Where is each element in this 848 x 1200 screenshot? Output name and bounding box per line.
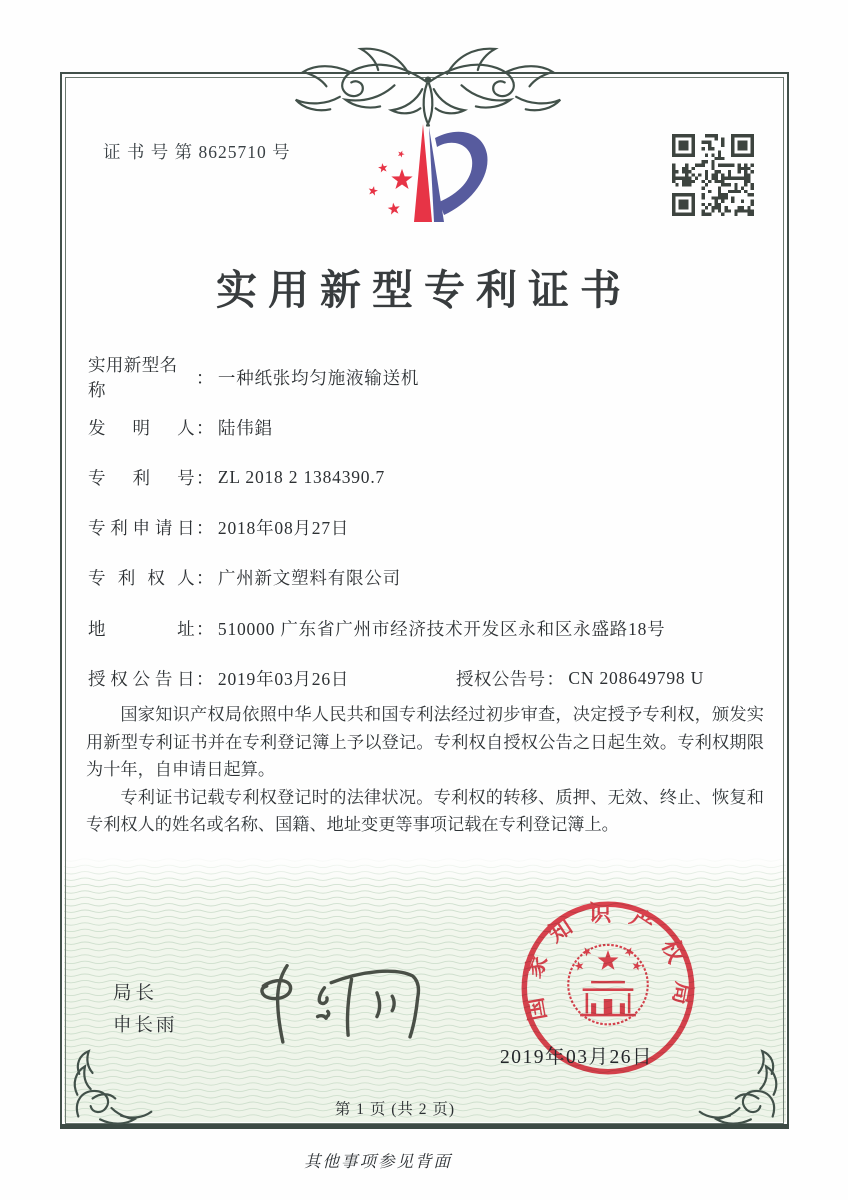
certificate-number: 证 书 号 第 8625710 号 (103, 142, 291, 162)
field-row-patent-no (88, 452, 764, 502)
field-row-grant (88, 653, 764, 703)
field-row-address (88, 603, 764, 653)
field-row-utility-name (88, 352, 764, 402)
field-label: 发明人 (88, 417, 195, 438)
seal-ring-text: 国家知识产权局 (519, 901, 697, 1023)
field-label: 授权公告日 (88, 668, 195, 689)
field-colon: ： (196, 668, 214, 689)
field-list (88, 352, 764, 703)
qr-code (672, 134, 754, 216)
field-group-grant-no (456, 653, 704, 703)
field-colon: ： (196, 568, 214, 589)
logo-p-bowl (435, 132, 487, 215)
field-label: 实用新型名称 (88, 355, 178, 401)
seal-emblem-icon (568, 945, 647, 1024)
field-colon: ： (196, 417, 214, 438)
corner-flourish-bottom-right (692, 1036, 787, 1126)
logo-stars-icon (368, 149, 413, 215)
legal-text (86, 701, 764, 839)
wave-fade (64, 856, 786, 886)
field-value: 一种纸张均匀施液输送机 (217, 367, 420, 388)
certificate-title: 实用新型专利证书 (216, 267, 632, 313)
field-label: 授权公告号 (456, 668, 546, 689)
field-value: CN 208649798 U (568, 667, 705, 688)
cnipa-logo (352, 110, 504, 238)
field-label: 专利权人 (88, 568, 195, 589)
field-value: 广州新文塑料有限公司 (217, 568, 401, 589)
field-row-patentee (88, 553, 764, 603)
legal-paragraph-1: 国家知识产权局依照中华人民共和国专利法经过初步审查，决定授予专利权，颁发实用新型专利证书并在专利登记簿上予以登记。专利权自授权公告之日起生效。专利权期限为十年，自申请日起算。 (86, 705, 764, 779)
corner-flourish-bottom-left (64, 1036, 159, 1126)
field-value: 510000 广东省广州市经济技术开发区永和区永盛路18号 (217, 618, 666, 639)
field-row-inventor (88, 402, 764, 452)
frame-bottom-rule (60, 1124, 789, 1129)
field-colon: ： (196, 467, 214, 488)
field-colon: ： (196, 618, 214, 639)
field-value: 陆伟錩 (217, 417, 273, 438)
field-value: 2019年03月26日 (217, 668, 350, 689)
field-label: 专利号 (88, 467, 195, 488)
field-value: 2018年08月27日 (217, 518, 350, 539)
field-colon: ： (196, 518, 214, 539)
logo-red-spike (414, 124, 432, 222)
seal-date: 2019年03月26日 (500, 1047, 654, 1068)
director-name: 申长雨 (113, 1016, 178, 1036)
legal-paragraph-2: 专利证书记载专利权登记时的法律状况。专利权的转移、质押、无效、终止、恢复和专利权人的姓名或名称、国籍、地址变更等事项记载在专利登记簿上。 (86, 787, 764, 834)
back-note: 其他事项参见背面 (304, 1152, 452, 1171)
field-value: ZL 2018 2 1384390.7 (217, 466, 386, 487)
page-indicator: 第 1 页 (共 2 页) (334, 1101, 456, 1118)
field-row-filing-date (88, 503, 764, 553)
field-label: 专利申请日 (88, 518, 195, 539)
director-title: 局长 (113, 984, 159, 1004)
field-label: 地址 (88, 618, 195, 639)
field-colon: ： (546, 668, 565, 689)
director-signature (243, 956, 438, 1050)
field-colon: ： (196, 367, 214, 388)
